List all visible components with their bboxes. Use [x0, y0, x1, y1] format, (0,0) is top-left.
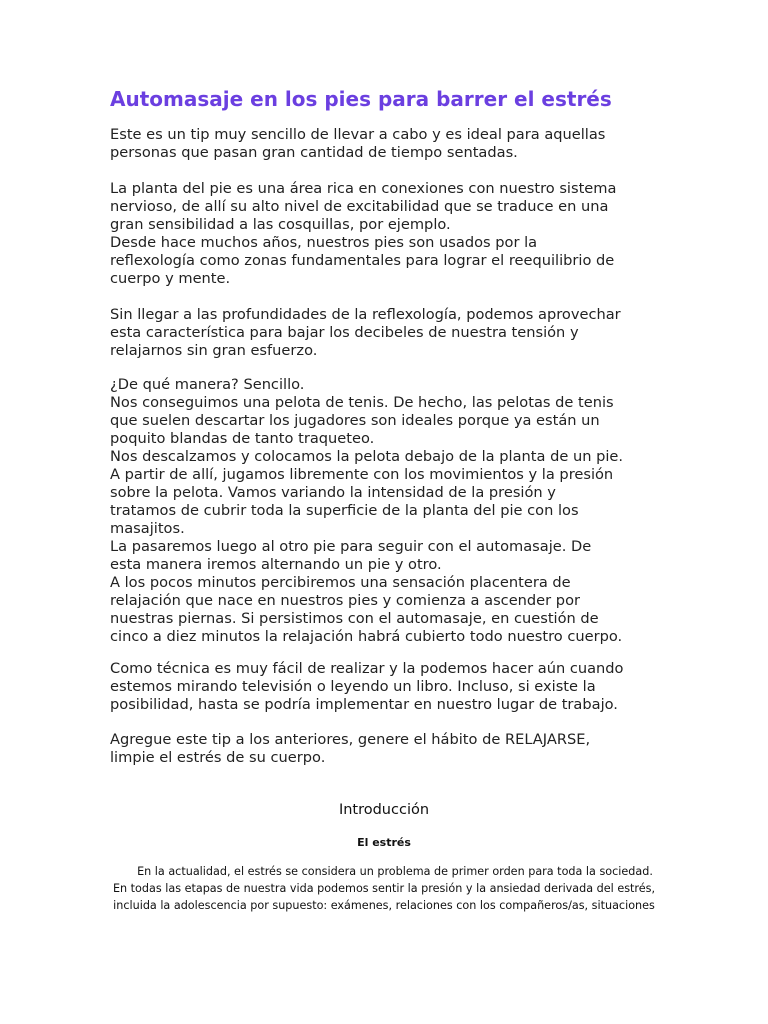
paragraph-6: [110, 731, 670, 767]
text-line: cinco a diez minutos la relajación habrá cubierto todo nuestro cuerpo.: [110, 628, 623, 645]
text-line: Desde hace muchos años, nuestros pies son usados por la: [110, 234, 538, 251]
text-line: esta característica para bajar los decibeles de nuestra tensión y: [110, 324, 579, 341]
paragraph-2: [110, 180, 670, 288]
text-line: A partir de allí, jugamos libremente con los movimientos y la presión: [110, 466, 614, 483]
introduction-paragraph: [0, 863, 768, 914]
text-line: Como técnica es muy fácil de realizar y la podemos hacer aún cuando: [110, 660, 624, 677]
text-line: La planta del pie es una área rica en conexiones con nuestro sistema: [110, 180, 617, 197]
text-line: ¿De qué manera? Sencillo.: [110, 376, 305, 393]
text-line: tratamos de cubrir toda la superficie de la planta del pie con los: [110, 502, 579, 519]
text-line: masajitos.: [110, 520, 185, 537]
estres-subheading: El estrés: [357, 836, 411, 849]
text-line: Nos conseguimos una pelota de tenis. De hecho, las pelotas de tenis: [110, 394, 614, 411]
text-line: limpie el estrés de su cuerpo.: [110, 749, 326, 766]
paragraph-3: [110, 306, 670, 360]
text-line: Agregue este tip a los anteriores, genere el hábito de RELAJARSE,: [110, 731, 591, 748]
paragraph-5: [110, 660, 670, 714]
text-line: sobre la pelota. Vamos variando la intensidad de la presión y: [110, 484, 556, 501]
text-line: reflexología como zonas fundamentales para lograr el reequilibrio de: [110, 252, 615, 269]
text-line: gran sensibilidad a las cosquillas, por ejemplo.: [110, 216, 451, 233]
text-line: En todas las etapas de nuestra vida podemos sentir la presión y la ansiedad derivada del estrés,: [112, 882, 656, 895]
text-line: La pasaremos luego al otro pie para seguir con el automasaje. De: [110, 538, 592, 555]
text-line: A los pocos minutos percibiremos una sensación placentera de: [110, 574, 571, 591]
introduction-heading: Introducción: [338, 802, 430, 818]
text-line: Nos descalzamos y colocamos la pelota debajo de la planta de un pie.: [110, 448, 624, 465]
text-line: Este es un tip muy sencillo de llevar a cabo y es ideal para aquellas: [110, 126, 606, 143]
text-line: Sin llegar a las profundidades de la reflexología, podemos aprovechar: [110, 306, 621, 323]
paragraph-1: [110, 126, 670, 162]
article-title: Automasaje en los pies para barrer el estrés: [110, 87, 612, 111]
text-line: posibilidad, hasta se podría implementar en nuestro lugar de trabajo.: [110, 696, 618, 713]
text-line: poquito blandas de tanto traqueteo.: [110, 430, 375, 447]
text-line: cuerpo y mente.: [110, 270, 231, 287]
text-line: personas que pasan gran cantidad de tiempo sentadas.: [110, 144, 518, 161]
text-line: nuestras piernas. Si persistimos con el automasaje, en cuestión de: [110, 610, 599, 627]
text-line: relajación que nace en nuestros pies y comienza a ascender por: [110, 592, 580, 609]
text-line: que suelen descartar los jugadores son ideales porque ya están un: [110, 412, 600, 429]
text-line: estemos mirando televisión o leyendo un libro. Incluso, si existe la: [110, 678, 596, 695]
text-line: nervioso, de allí su alto nivel de excitabilidad que se traduce en una: [110, 198, 609, 215]
text-line: incluida la adolescencia por supuesto: exámenes, relaciones con los compañeros/as, situaciones: [113, 899, 655, 912]
text-line: En la actualidad, el estrés se considera un problema de primer orden para toda la sociedad.: [137, 865, 653, 878]
paragraph-4: [110, 376, 670, 646]
text-line: esta manera iremos alternando un pie y otro.: [110, 556, 442, 573]
text-line: relajarnos sin gran esfuerzo.: [110, 342, 318, 359]
